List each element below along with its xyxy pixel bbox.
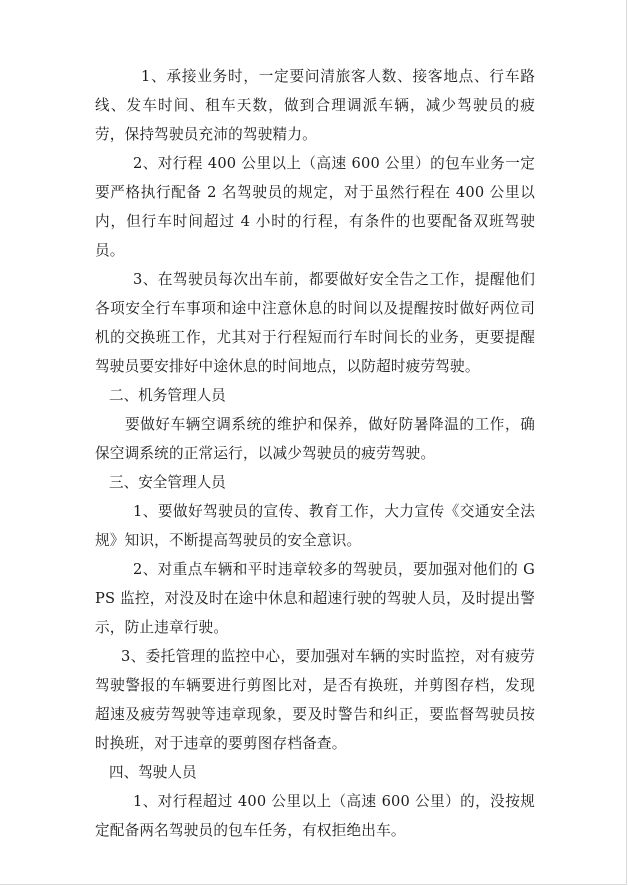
section-heading-safety-staff: 三、安全管理人员 — [109, 474, 226, 491]
paragraph-dual-driver-rule: 2、对行程 400 公里以上（高速 600 公里）的包车业务一定要严格执行配备 2 名驾驶员的规定，对于虽然行程在 400 公里以内，但行车时间超过 4 小时的行程，有条件的也要配备双班驾驶员。 — [95, 155, 535, 259]
section-heading-maintenance-staff: 二、机务管理人员 — [109, 387, 226, 404]
paragraph-gps-monitoring: 2、对重点车辆和平时违章较多的驾驶员，要加强对他们的 GPS 监控，对没及时在途中休息和超速行驶的驾驶人员，及时提出警示，防止违章行驶。 — [95, 561, 535, 636]
section-heading-drivers: 四、驾驶人员 — [109, 764, 197, 781]
paragraph-air-conditioning: 要做好车辆空调系统的维护和保养，做好防暑降温的工作，确保空调系统的正常运行，以减少驾驶员的疲劳驾驶。 — [95, 416, 535, 462]
paragraph-safety-education: 1、要做好驾驶员的宣传、教育工作，大力宣传《交通安全法规》知识，不断提高驾驶员的安全意识。 — [95, 503, 535, 549]
paragraph-monitoring-center: 3、委托管理的监控中心，要加强对车辆的实时监控，对有疲劳驾驶警报的车辆要进行剪图比对，是否有换班，并剪图存档，发现超速及疲劳驾驶等违章现象，要及时警告和纠正，要监督驾驶员按时换班，对于违章的要剪图存档备查。 — [95, 648, 535, 752]
paragraph-pre-departure-safety: 3、在驾驶员每次出车前，都要做好安全告之工作，提醒他们各项安全行车事项和途中注意休息的时间以及提醒按时做好两位司机的交换班工作，尤其对于行程短而行车时间长的业务，更要提醒驾驶员要安排好中途休息的时间地点，以防超时疲劳驾驶。 — [95, 271, 535, 375]
paragraph-refuse-trip: 1、对行程超过 400 公里以上（高速 600 公里）的，没按规定配备两名驾驶员的包车任务，有权拒绝出车。 — [95, 793, 535, 839]
paragraph-booking-rules: 1、承接业务时，一定要问清旅客人数、接客地点、行车路线、发车时间、租车天数，做到合理调派车辆，减少驾驶员的疲劳，保持驾驶员充沛的驾驶精力。 — [95, 68, 535, 143]
document-body — [95, 62, 535, 845]
